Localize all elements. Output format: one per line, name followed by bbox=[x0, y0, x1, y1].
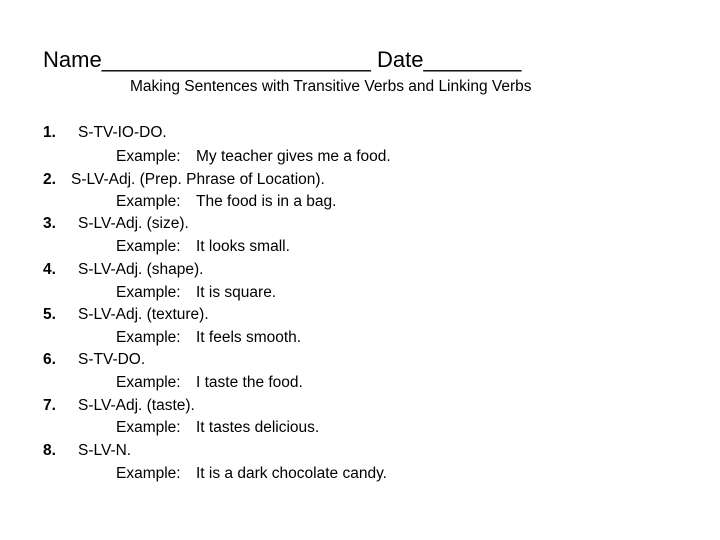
item-pattern: S-LV-N. bbox=[78, 442, 132, 459]
date-label: Date bbox=[377, 47, 424, 72]
name-blank: ______________________ bbox=[101, 47, 371, 72]
item-number: 7. bbox=[43, 397, 56, 414]
worksheet-title: Making Sentences with Transitive Verbs and Linking Verbs bbox=[130, 78, 532, 95]
example-sentence: It feels smooth. bbox=[196, 329, 302, 346]
example-label: Example: bbox=[116, 465, 181, 482]
example-label: Example: bbox=[116, 374, 181, 391]
item-number: 2. bbox=[43, 171, 56, 188]
item-pattern: S-LV-Adj. (size). bbox=[78, 215, 189, 232]
item-example bbox=[116, 465, 387, 483]
item-pattern: S-LV-Adj. (taste). bbox=[78, 397, 195, 414]
example-sentence: My teacher gives me a food. bbox=[196, 148, 391, 165]
example-label: Example: bbox=[116, 148, 181, 165]
item-pattern: S-LV-Adj. (shape). bbox=[78, 261, 204, 278]
item-example bbox=[116, 148, 391, 166]
example-label: Example: bbox=[116, 329, 181, 346]
item-number: 5. bbox=[43, 306, 56, 323]
item-example bbox=[116, 419, 319, 437]
item-pattern: S-LV-Adj. (texture). bbox=[78, 306, 209, 323]
item-number: 1. bbox=[43, 124, 56, 141]
item-number: 6. bbox=[43, 351, 56, 368]
item-example bbox=[116, 374, 303, 392]
item-example bbox=[116, 284, 276, 302]
example-sentence: The food is in a bag. bbox=[196, 193, 337, 210]
name-label: Name bbox=[43, 47, 102, 72]
name-date-header bbox=[43, 47, 521, 73]
example-label: Example: bbox=[116, 238, 181, 255]
example-label: Example: bbox=[116, 284, 181, 301]
example-label: Example: bbox=[116, 193, 181, 210]
item-pattern: S-LV-Adj. (Prep. Phrase of Location). bbox=[71, 171, 325, 188]
example-sentence: It is a dark chocolate candy. bbox=[196, 465, 387, 482]
example-sentence: I taste the food. bbox=[196, 374, 303, 391]
item-example bbox=[116, 193, 336, 211]
item-number: 3. bbox=[43, 215, 56, 232]
item-example bbox=[116, 329, 301, 347]
example-sentence: It tastes delicious. bbox=[196, 419, 320, 436]
item-number: 4. bbox=[43, 261, 56, 278]
example-label: Example: bbox=[116, 419, 181, 436]
example-sentence: It is square. bbox=[196, 284, 277, 301]
date-blank: ________ bbox=[423, 47, 522, 72]
item-number: 8. bbox=[43, 442, 56, 459]
item-example bbox=[116, 238, 290, 256]
example-sentence: It looks small. bbox=[196, 238, 290, 255]
item-pattern: S-TV-DO. bbox=[78, 351, 146, 368]
item-pattern: S-TV-IO-DO. bbox=[78, 124, 167, 141]
